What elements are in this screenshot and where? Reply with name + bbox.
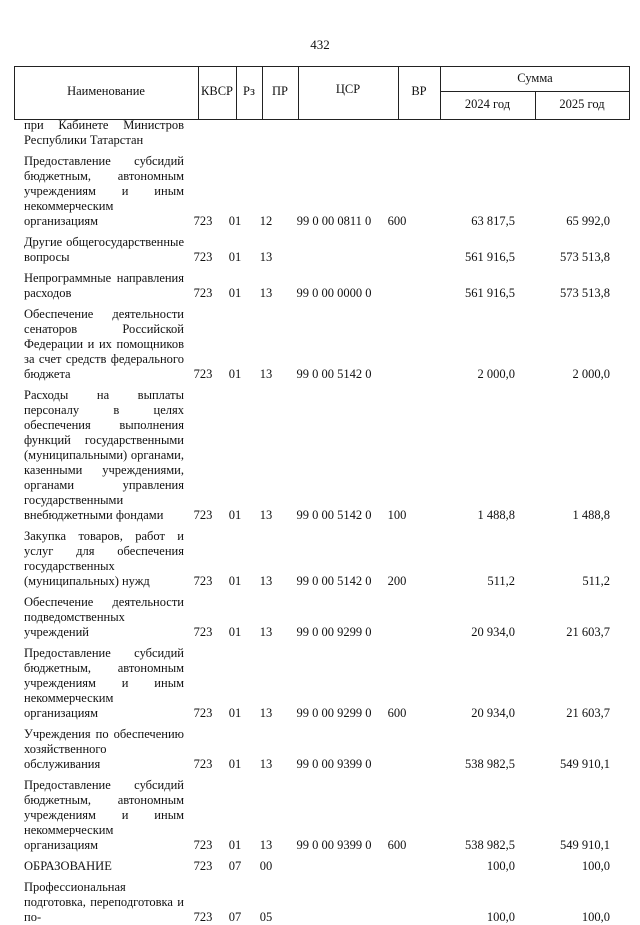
row-csr: 99 0 00 5142 0 (296, 367, 372, 381)
page-number: 432 (310, 37, 330, 52)
row-sum-2025: 1 488,8 (572, 508, 610, 522)
row-sum-2024: 63 817,5 (471, 214, 515, 228)
table-row (0, 118, 640, 148)
row-rz: 01 (228, 286, 242, 300)
row-kvsr: 723 (193, 910, 213, 924)
row-pr: 13 (259, 508, 273, 522)
row-sum-2025: 549 910,1 (560, 838, 610, 852)
row-sum-2024: 511,2 (487, 574, 515, 588)
row-sum-2024: 561 916,5 (465, 286, 515, 300)
row-sum-2024: 1 488,8 (477, 508, 515, 522)
row-kvsr: 723 (193, 214, 213, 228)
row-rz: 07 (228, 859, 242, 873)
row-kvsr: 723 (193, 508, 213, 522)
row-csr: 99 0 00 5142 0 (296, 574, 372, 588)
header-year-2024: 2024 год (464, 97, 511, 111)
row-sum-2024: 561 916,5 (465, 250, 515, 264)
row-csr: 99 0 00 0811 0 (296, 214, 372, 228)
row-sum-2025: 2 000,0 (572, 367, 610, 381)
row-rz: 01 (228, 706, 242, 720)
header-csr: ЦСР (335, 82, 361, 96)
row-name: Учреждения по обеспечению хозяйственного обслуживания (24, 727, 184, 771)
row-name: Обеспечение деятельности сенаторов Российской Федерации и их помощников за счет средств федерального бюджета (24, 307, 184, 381)
row-csr: 99 0 00 9399 0 (296, 838, 372, 852)
row-sum-2024: 100,0 (486, 859, 515, 873)
row-kvsr: 723 (193, 706, 213, 720)
row-sum-2025: 21 603,7 (566, 706, 610, 720)
row-pr: 13 (259, 367, 273, 381)
row-rz: 01 (228, 508, 242, 522)
row-sum-2025: 511,2 (582, 574, 610, 588)
header-sum: Сумма (517, 71, 553, 85)
row-pr: 05 (259, 910, 273, 924)
row-sum-2025: 100,0 (581, 859, 610, 873)
row-pr: 00 (259, 859, 273, 873)
header-pr: ПР (272, 84, 288, 98)
table-row (0, 529, 640, 589)
row-sum-2025: 573 513,8 (560, 250, 610, 264)
row-sum-2025: 549 910,1 (560, 757, 610, 771)
row-csr: 99 0 00 9399 0 (296, 757, 372, 771)
row-rz: 01 (228, 757, 242, 771)
row-sum-2024: 20 934,0 (471, 706, 515, 720)
row-sum-2024: 538 982,5 (465, 757, 515, 771)
row-pr: 13 (259, 838, 273, 852)
row-pr: 13 (259, 706, 273, 720)
row-kvsr: 723 (193, 757, 213, 771)
row-name: Непрограммные направления расходов (24, 271, 184, 300)
table-row (0, 271, 640, 301)
row-csr: 99 0 00 5142 0 (296, 508, 372, 522)
row-kvsr: 723 (193, 859, 213, 873)
row-rz: 07 (228, 910, 242, 924)
row-vr: 600 (387, 838, 407, 852)
table-row (0, 388, 640, 523)
row-name: Предоставление субсидий бюджетным, автономным учреждениям и иным некоммерческим организациям (24, 778, 184, 852)
row-rz: 01 (228, 367, 242, 381)
row-name: при Кабинете Министров Республики Татарстан (24, 118, 184, 147)
row-csr: 99 0 00 9299 0 (296, 625, 372, 639)
header-sum-divider (440, 91, 630, 92)
row-kvsr: 723 (193, 250, 213, 264)
row-name: Расходы на выплаты персоналу в целях обеспечения выполнения функций государственными (муниципальными) органами, казенными учреждениями, органами управления государственными внебюджетными фондами (24, 388, 184, 522)
row-rz: 01 (228, 574, 242, 588)
row-kvsr: 723 (193, 625, 213, 639)
row-csr: 99 0 00 9299 0 (296, 706, 372, 720)
header-rz: Рз (243, 84, 255, 98)
table-row (0, 595, 640, 640)
table-body (0, 118, 640, 925)
table-header (14, 66, 630, 120)
row-sum-2024: 538 982,5 (465, 838, 515, 852)
row-name: ОБРАЗОВАНИЕ (24, 859, 112, 873)
row-csr: 99 0 00 0000 0 (296, 286, 372, 300)
row-kvsr: 723 (193, 367, 213, 381)
row-sum-2024: 100,0 (486, 910, 515, 924)
row-sum-2025: 573 513,8 (560, 286, 610, 300)
row-kvsr: 723 (193, 574, 213, 588)
row-rz: 01 (228, 250, 242, 264)
row-sum-2024: 2 000,0 (477, 367, 515, 381)
row-name: Предоставление субсидий бюджетным, автономным учреждениям и иным некоммерческим организациям (24, 154, 184, 228)
row-pr: 12 (259, 214, 273, 228)
row-vr: 600 (387, 214, 407, 228)
row-name: Профессиональная подготовка, переподготовка и по- (24, 880, 184, 924)
row-name: Обеспечение деятельности подведомственных учреждений (24, 595, 184, 639)
row-sum-2025: 21 603,7 (566, 625, 610, 639)
row-sum-2025: 65 992,0 (566, 214, 610, 228)
row-pr: 13 (259, 286, 273, 300)
row-rz: 01 (228, 625, 242, 639)
row-name: Закупка товаров, работ и услуг для обеспечения государственных (муниципальных) нужд (24, 529, 184, 588)
row-pr: 13 (259, 574, 273, 588)
row-vr: 200 (387, 574, 407, 588)
header-year-2025: 2025 год (559, 97, 605, 111)
table-row (0, 646, 640, 721)
row-kvsr: 723 (193, 838, 213, 852)
row-vr: 100 (387, 508, 407, 522)
row-vr: 600 (387, 706, 407, 720)
row-sum-2024: 20 934,0 (471, 625, 515, 639)
table-row (0, 154, 640, 229)
table-row (0, 880, 640, 925)
table-row (0, 727, 640, 772)
table-row (0, 307, 640, 382)
row-sum-2025: 100,0 (581, 910, 610, 924)
header-vr: ВР (411, 84, 427, 98)
table-row (0, 778, 640, 853)
row-pr: 13 (259, 250, 273, 264)
row-rz: 01 (228, 214, 242, 228)
row-pr: 13 (259, 757, 273, 771)
row-name: Предоставление субсидий бюджетным, автономным учреждениям и иным некоммерческим организациям (24, 646, 184, 720)
header-name: Наименование (67, 84, 145, 98)
header-kvsr: КВСР (201, 84, 233, 98)
row-pr: 13 (259, 625, 273, 639)
row-kvsr: 723 (193, 286, 213, 300)
table-row (0, 859, 640, 874)
table-row (0, 235, 640, 265)
row-name: Другие общегосударственные вопросы (24, 235, 184, 264)
row-rz: 01 (228, 838, 242, 852)
